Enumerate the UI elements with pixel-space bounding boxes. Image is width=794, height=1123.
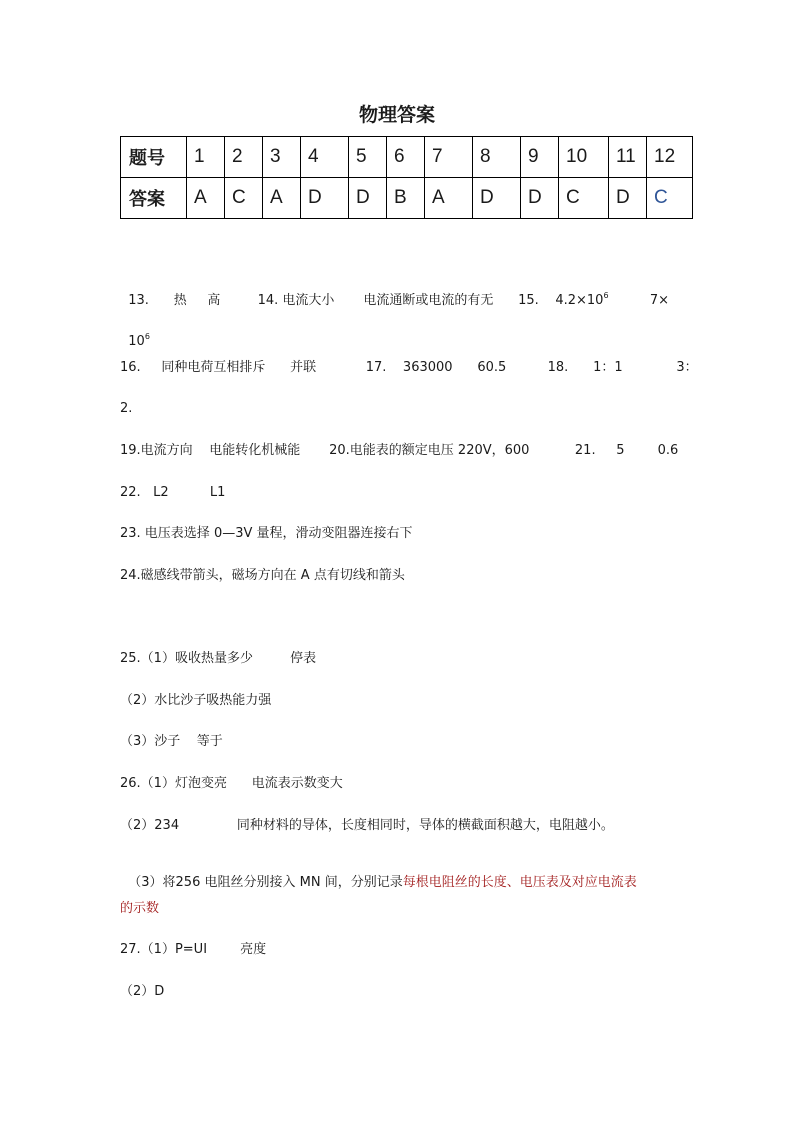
answer-cell: D (349, 178, 387, 219)
answer-header: 答案 (121, 178, 187, 219)
answer-line-15-cont (120, 318, 150, 350)
answer-cell: B (387, 178, 425, 219)
answer-cell: D (473, 178, 521, 219)
question-number-cell: 5 (349, 137, 387, 178)
page-title: 物理答案 (358, 104, 435, 126)
answer-text: （3）将256 电阻丝分别接入 MN 间，分别记录 (128, 875, 403, 890)
answer-text: 10 (128, 334, 145, 349)
answer-line-23: 23. 电压表选择 0—3V 量程，滑动变阻器连接右下 (120, 526, 413, 541)
question-number-cell: 4 (301, 137, 349, 178)
answer-line-26-1: 26.（1）灯泡变亮 电流表示数变大 (120, 776, 343, 791)
answer-line-27-2: （2）D (120, 984, 165, 999)
answer-cell: A (425, 178, 473, 219)
answer-line-16-18: 16. 同种电荷互相排斥 并联 17. 363000 60.5 18. 1：1 3： (120, 360, 698, 375)
superscript: 6 (603, 291, 609, 300)
answer-line-22: 22. L2 L1 (120, 485, 226, 500)
question-number-cell: 11 (609, 137, 647, 178)
answer-line-25-1: 25.（1）吸收热量多少 停表 (120, 651, 317, 666)
answer-cell: A (263, 178, 301, 219)
answer-line-27-1: 27.（1）P=UI 亮度 (120, 942, 267, 957)
question-number-row (121, 137, 693, 178)
answer-text: 7× (608, 293, 670, 308)
question-number-cell: 8 (473, 137, 521, 178)
question-number-header: 题号 (121, 137, 187, 178)
answer-line-25-2: （2）水比沙子吸热能力强 (120, 693, 272, 708)
answer-cell: C (559, 178, 609, 219)
question-number-cell: 6 (387, 137, 425, 178)
answer-line-18-cont: 2. (120, 401, 133, 416)
highlighted-answer-text: 每根电阻丝的长度、电压表及对应电流表 (402, 875, 637, 890)
question-number-cell: 12 (647, 137, 693, 178)
answer-cell: A (187, 178, 225, 219)
answer-line-26-2: （2）234 同种材料的导体，长度相同时，导体的横截面积越大，电阻越小。 (120, 818, 614, 833)
question-number-cell: 3 (263, 137, 301, 178)
answer-cell: D (301, 178, 349, 219)
answer-text: 13. 热 高 14. 电流大小 电流通断或电流的有无 15. 4.2×10 (128, 293, 604, 308)
answer-cell: D (521, 178, 559, 219)
question-number-cell: 1 (187, 137, 225, 178)
answer-cell-last: C (647, 178, 693, 219)
question-number-cell: 10 (559, 137, 609, 178)
answer-table (120, 136, 693, 219)
answer-line-24: 24.磁感线带箭头，磁场方向在 A 点有切线和箭头 (120, 568, 405, 583)
answer-line-19-21: 19.电流方向 电能转化机械能 20.电能表的额定电压 220V，600 21. 5 0.6 (120, 443, 679, 458)
answer-cell: C (225, 178, 263, 219)
answer-cell: D (609, 178, 647, 219)
question-number-cell: 7 (425, 137, 473, 178)
question-number-cell: 9 (521, 137, 559, 178)
answer-line-26-3 (120, 859, 637, 891)
answer-line-25-3: （3）沙子 等于 (120, 734, 223, 749)
answer-line-13-15 (120, 277, 669, 309)
answer-row (121, 178, 693, 219)
question-number-cell: 2 (225, 137, 263, 178)
superscript: 6 (144, 332, 150, 341)
answer-line-26-3-cont: 的示数 (120, 901, 160, 916)
